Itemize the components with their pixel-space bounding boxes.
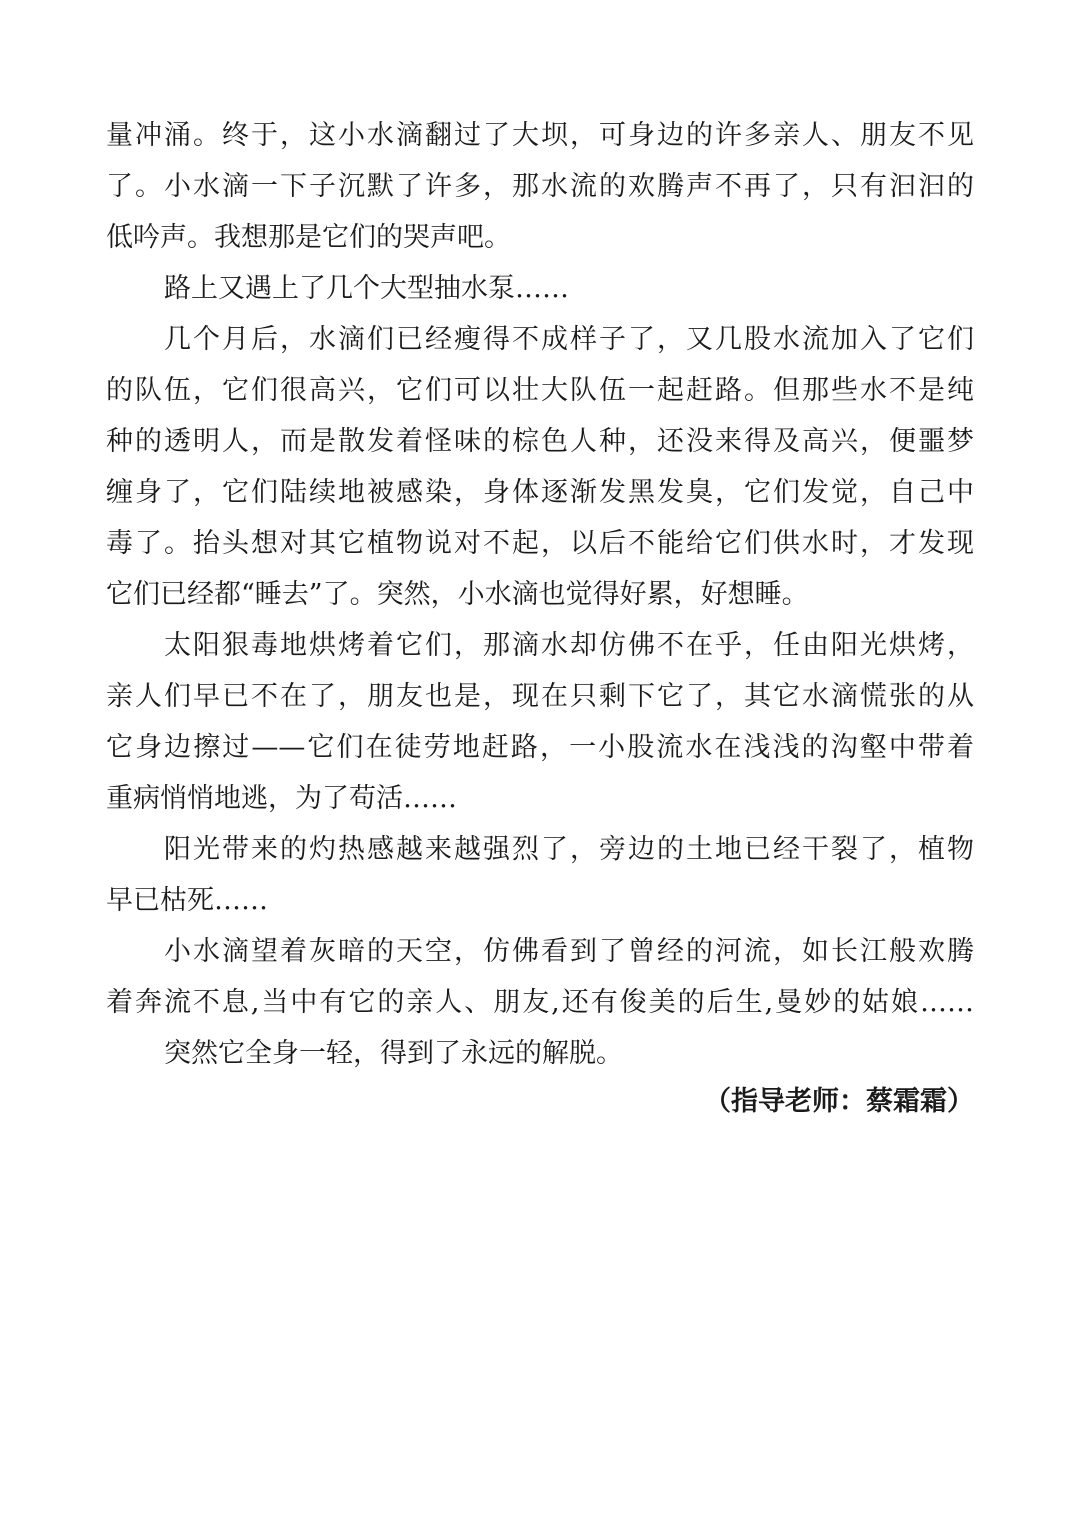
text-line: 突然它全身一轻，得到了永远的解脱。 xyxy=(164,1038,623,1069)
text-line: 毒了。抬头想对其它植物说对不起，以后不能给它们供水时，才发现 xyxy=(106,528,974,559)
text-line: 重病悄悄地逃，为了苟活…… xyxy=(106,783,457,814)
advisor-signature: （指导老师：蔡霜霜） xyxy=(704,1086,974,1117)
text-line: 几个月后，水滴们已经瘦得不成样子了，又几股水流加入了它们 xyxy=(164,324,974,355)
text-line: 缠身了，它们陆续地被感染，身体逐渐发黑发臭，它们发觉，自己中 xyxy=(106,477,974,508)
paragraph xyxy=(106,314,974,620)
text-line: 种的透明人，而是散发着怪味的棕色人种，还没来得及高兴，便噩梦 xyxy=(106,426,974,457)
text-line: 太阳狠毒地烘烤着它们，那滴水却仿佛不在乎，任由阳光烘烤， xyxy=(164,630,974,661)
text-line: 的队伍，它们很高兴，它们可以壮大队伍一起赶路。但那些水不是纯 xyxy=(106,375,974,406)
paragraph xyxy=(106,926,974,1028)
paragraph xyxy=(106,1028,974,1079)
text-line: 路上又遇上了几个大型抽水泵…… xyxy=(164,273,569,304)
text-line: 低吟声。我想那是它们的哭声吧。 xyxy=(106,222,511,253)
paragraph xyxy=(106,263,974,314)
text-line: 亲人们早已不在了，朋友也是，现在只剩下它了，其它水滴慌张的从 xyxy=(106,681,974,712)
paragraph xyxy=(106,620,974,824)
text-line: 阳光带来的灼热感越来越强烈了，旁边的土地已经干裂了，植物 xyxy=(164,834,974,865)
article-body xyxy=(106,110,974,1079)
text-line: 它身边擦过——它们在徒劳地赶路，一小股流水在浅浅的沟壑中带着 xyxy=(106,732,974,763)
text-line: 着奔流不息,当中有它的亲人、朋友,还有俊美的后生,曼妙的姑娘…… xyxy=(106,987,974,1018)
text-line: 量冲涌。终于，这小水滴翻过了大坝，可身边的许多亲人、朋友不见 xyxy=(106,120,974,151)
paragraph xyxy=(106,824,974,926)
text-line: 小水滴望着灰暗的天空，仿佛看到了曾经的河流，如长江般欢腾 xyxy=(164,936,974,967)
text-line: 了。小水滴一下子沉默了许多，那水流的欢腾声不再了，只有汩汩的 xyxy=(106,171,974,202)
text-line: 早已枯死…… xyxy=(106,885,268,916)
text-line: 它们已经都“睡去”了。突然，小水滴也觉得好累，好想睡。 xyxy=(106,579,809,610)
paragraph xyxy=(106,110,974,263)
